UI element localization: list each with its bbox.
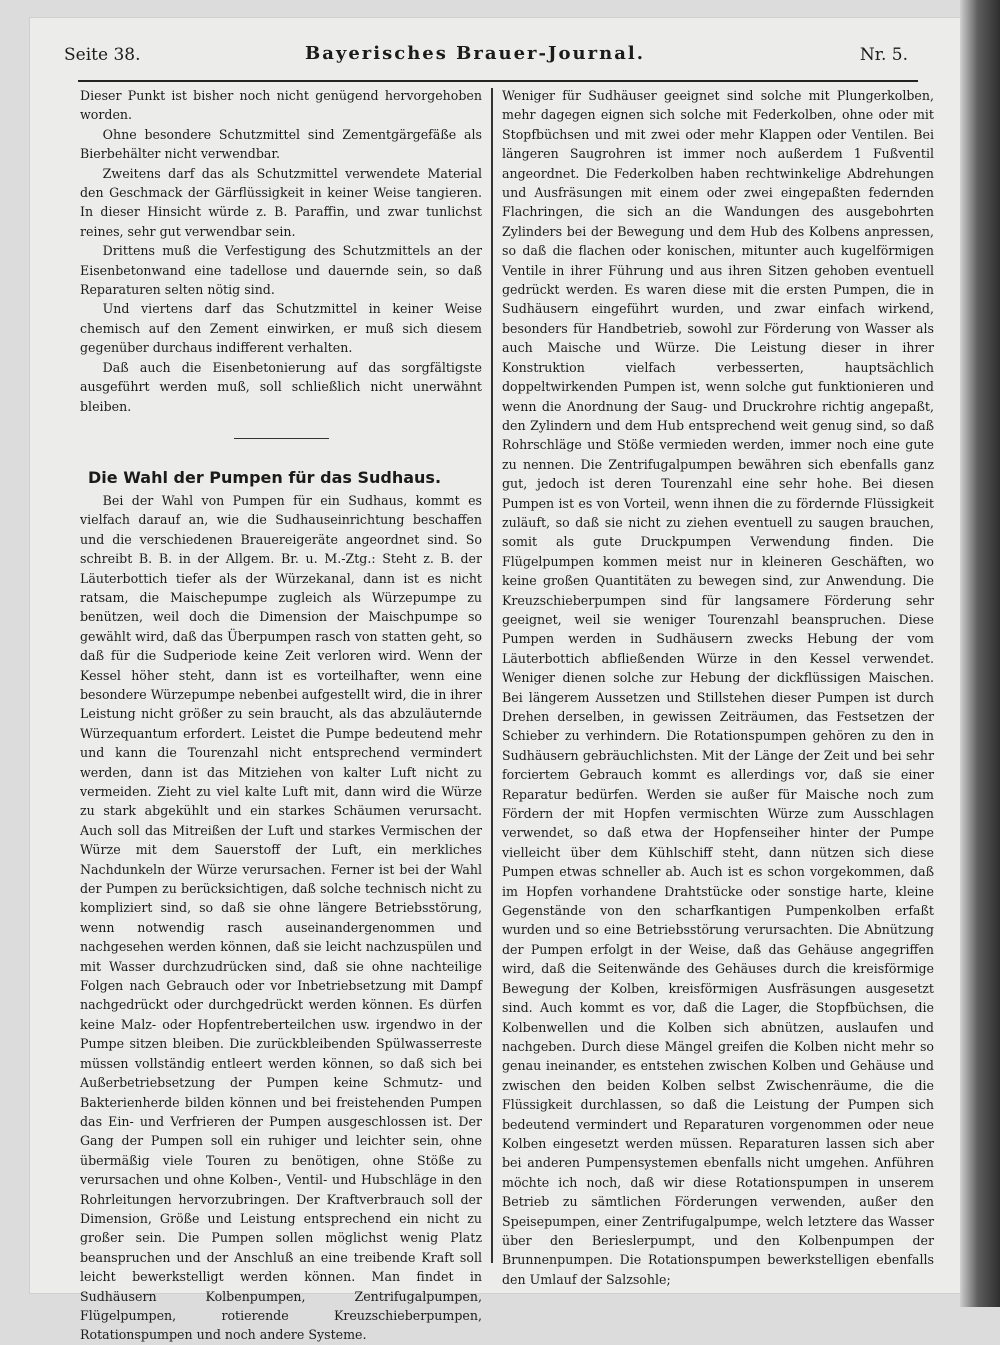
section-separator xyxy=(234,438,329,439)
paragraph: Ohne besondere Schutzmittel sind Zementgärgefäße als Bierbehälter nicht verwendbar. xyxy=(80,126,482,162)
header-rule xyxy=(78,80,918,82)
page-edge-shadow xyxy=(960,0,1000,1307)
left-column xyxy=(80,86,482,1345)
article-body: Bei der Wahl von Pumpen für ein Sudhaus, kommt es vielfach darauf an, wie die Sudhauseinrichtung beschaffen und die verschiedenen Brauereigeräte angeordnet sind. So schreibt B. B. in der Allgem. Br. u. M.-Ztg.: Steht z. B. der Läuterbottich tiefer als der Würzekanal, dann ist es nicht ratsam, die Maischepumpe zugleich als Würzepumpe zu benützen, weil doch die Dimension der Maischpumpe so gewählt wird, daß das Überpumpen rasch von statten geht, so daß für die Sudperiode keine Zeit verloren wird. Wenn der Kessel höher steht, dann ist es vorteilhafter, wenn eine besondere Würzepumpe nebenbei aufgestellt wird, die in ihrer Leistung nicht größer zu sein braucht, als das abzuläuternde Würzequantum erfordert. Leistet die Pumpe bedeutend mehr und kann die Tourenzahl nicht entsprechend vermindert werden, dann ist das Mitziehen von kalter Luft nicht zu vermeiden. Zieht zu viel kalte Luft mit, dann wird die Würze zu stark abgekühlt und ein starkes Schäumen verursacht. Auch soll das Mitreißen der Luft und starkes Vermischen der Würze mit dem Sauerstoff der Luft, ein merkliches Nachdunkeln der Würze verursachen. Ferner ist bei der Wahl der Pumpen zu berücksichtigen, daß solche technisch nicht zu kompliziert sind, so daß sie ohne längere Betriebsstörung, wenn notwendig rasch auseinandergenommen und nachgesehen werden können, daß sie leicht nachzuspülen und mit Wasser durchzudrücken sind, daß sie ohne nachteilige Folgen nach Gebrauch oder vor Inbetriebsetzung mit Dampf nachgedrückt oder durchgedrückt werden können. Es dürfen keine Malz- oder Hopfentreberteilchen usw. irgendwo in der Pumpe sitzen bleiben. Die zurückbleibenden Spülwasserreste müssen vollständig entleert werden können, so daß sich bei Außerbetriebsetzung der Pumpen keine Schmutz- und Bakterienherde bilden können und bei freistehenden Pumpen das Ein- und Verfrieren der Pumpen ausgeschlossen ist. Der Gang der Pumpen soll ein ruhiger und leichter sein, ohne übermäßig viele Touren zu benötigen, ohne Stöße zu verursachen und ohne Kolben-, Ventil- und Hubschläge in den Rohrleitungen hervorzubringen. Der Kraftverbrauch soll der Dimension, Größe und Leistung entsprechend ein nicht zu großer sein. Die Pumpen sollen möglichst wenig Platz beanspruchen und der Anschluß an eine treibende Kraft soll leicht bewerkstelligt werden können. Man findet in Sudhäusern Kolbenpumpen, Zentrifugalpumpen, Flügelpumpen, rotierende Kreuzschieberpumpen, Rotationspumpen und noch andere Systeme. xyxy=(80,492,482,1343)
page-number: Seite 38. xyxy=(64,45,141,65)
issue-number: Nr. 5. xyxy=(859,45,908,65)
column-divider xyxy=(491,88,493,1263)
paragraph: Drittens muß die Verfestigung des Schutzmittels an der Eisenbetonwand eine tadellose und dauernde sein, so daß Reparaturen selten nötig sind. xyxy=(80,243,482,298)
article-title: Die Wahl der Pumpen für das Sudhaus. xyxy=(88,467,442,487)
right-column xyxy=(502,86,934,1289)
paragraph: Dieser Punkt ist bisher noch nicht genügend hervorgehoben worden. xyxy=(80,88,482,123)
journal-title: Bayerisches Brauer-Journal. xyxy=(305,43,645,64)
article-body-continued: Weniger für Sudhäuser geeignet sind solche mit Plungerkolben, mehr dagegen eignen sich solche mit Federkolben, ohne oder mit Stopfbüchsen und mit zwei oder mehr Klappen oder Ventilen. Bei längeren Saugrohren ist immer noch außerdem 1 Fußventil angeordnet. Die Federkolben haben rechtwinkelige Abdrehungen und Ausfräsungen mit einem oder zwei eingepaßten federnden Flachringen, die sich an die Wandungen des ausgebohrten Zylinders bei der Bewegung und dem Hub des Kolbens anpressen, so daß die flachen oder konischen, mitunter auch kugelförmigen Ventile in ihrer Führung und aus ihren Sitzen gehoben eventuell gedrückt werden. Es waren diese mit die ersten Pumpen, die in Sudhäusern eingeführt wurden, und zwar einfach wirkend, besonders für Handbetrieb, sowohl zur Förderung von Wasser als auch Maische und Würze. Die Leistung dieser in ihrer Konstruktion vielfach verbesserten, hauptsächlich doppeltwirkenden Pumpen ist, wenn solche gut funktionieren und wenn die Anordnung der Saug- und Druckrohre richtig angepaßt, den Zylindern und dem Hub entsprechend weit genug sind, so daß Rohrschläge und Stöße vermieden werden, immer noch eine gute zu nennen. Die Zentrifugalpumpen bewähren sich ebenfalls ganz gut, jedoch ist deren Tourenzahl eine sehr hohe. Bei diesen Pumpen ist es von Vorteil, wenn ihnen die zu fördernde Flüssigkeit zuläuft, so daß sie nicht zu ziehen eventuell zu saugen brauchen, somit als gute Druckpumpen Verwendung finden. Die Flügelpumpen kommen meist nur in kleineren Geschäften, wo keine großen Quantitäten zu bewegen sind, zur Anwendung. Die Kreuzschieberpumpen sind für langsamere Förderung sehr geeignet, weil sie weniger Tourenzahl beanspruchen. Diese Pumpen werden in Sudhäusern zwecks Hebung der vom Läuterbottich abfließenden Würze in den Kessel verwendet. Weniger dienen solche zur Hebung der dickflüssigen Maischen. Bei längerem Aussetzen und Stillstehen dieser Pumpen ist durch Drehen derselben, in gewissen Zeiträumen, das Festsetzen der Schieber zu verhindern. Die Rotationspumpen gehören zu den in Sudhäusern gebräuchlichsten. Mit der Länge der Zeit und bei sehr forciertem Gebrauch kommt es allerdings vor, daß sie einer Reparatur bedürfen. Werden sie außer für Maische noch zum Fördern der mit Hopfen vermischten Würze zum Ausschlagen verwendet, so daß etwa der Hopfenseiher hinter der Pumpe vielleicht über dem Kühlschiff steht, dann nützen sich diese Pumpen etwas schneller ab. Auch ist es schon vorgekommen, daß im Hopfen vorhandene Drahtstücke oder sonstige harte, kleine Gegenstände von den scharfkantigen Pumpenkolben erfaßt wurden und so eine Betriebsstörung verursachten. Die Abnützung der Pumpen erfolgt in der Weise, daß das Gehäuse angegriffen wird, daß die Seitenwände des Gehäuses durch die kreisförmige Bewegung der Kolben, kreisförmigen Ausfräsungen ausgesetzt sind. Auch kommt es vor, daß die Lager, die Stopfbüchsen, die Kolbenwellen und die Kolben sich abnützen, auslaufen und nachgeben. Durch diese Mängel greifen die Kolben nicht mehr so genau ineinander, es entstehen zwischen Kolben und Gehäuse und zwischen den beiden Kolben selbst Zwischenräume, die die Flüssigkeit durchlassen, so daß die Leistung der Pumpen sich bedeutend vermindert und Reparaturen vorgenommen oder neue Kolben eingesetzt werden müssen. Reparaturen lassen sich aber bei anderen Pumpensystemen ebenfalls nicht umgehen. Anführen möchte ich noch, daß wir diese Rotationspumpen in unserem Betrieb zu sämtlichen Förderungen verwenden, außer den Speisepumpen, einer Zentrifugalpumpe, welch letztere das Wasser über den Berieslerpumpt, und den Kolbenpumpen der Brunnenpumpen. Die Rotationspumpen bewerkstelligen ebenfalls den Umlauf der Salzsohle; xyxy=(502,88,934,1287)
page-header xyxy=(30,28,920,68)
paragraph: Und viertens darf das Schutzmittel in keiner Weise chemisch auf den Zement einwirken, er muß sich diesem gegenüber durchaus indifferent verhalten. xyxy=(80,301,482,356)
paragraph: Zweitens darf das als Schutzmittel verwendete Material den Geschmack der Gärflüssigkeit in keiner Weise tangieren. In dieser Hinsicht würde z. B. Paraffin, und zwar tunlichst reines, sehr gut verwendbar sein. xyxy=(80,165,482,239)
paragraph: Daß auch die Eisenbetonierung auf das sorgfältigste ausgeführt werden muß, soll schließlich nicht unerwähnt bleiben. xyxy=(80,359,482,414)
